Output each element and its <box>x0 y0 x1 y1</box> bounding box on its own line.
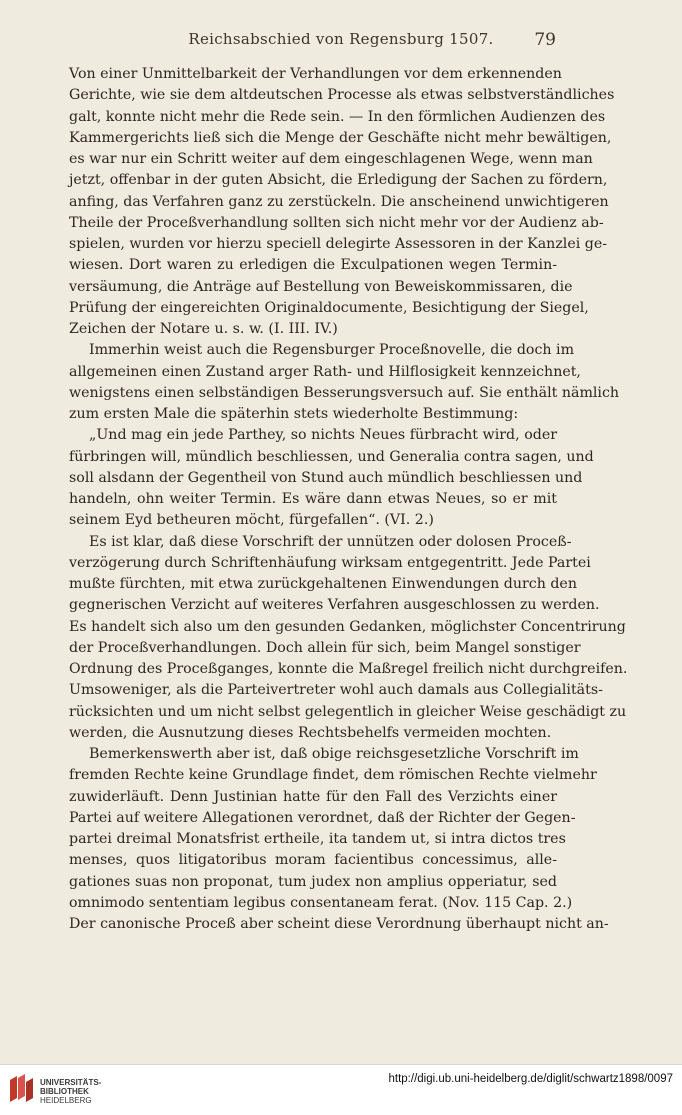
text-line: spielen, wurden vor hierzu speciell delegirte Assessoren in der Kanzlei ge- <box>69 236 608 252</box>
text-line: verzögerung durch Schriftenhäufung wirksam entgegentritt. Jede Partei <box>69 554 591 571</box>
library-name-line: HEIDELBERG <box>40 1096 92 1105</box>
text-line: „Und mag ein jede Parthey, so nichts Neues fürbracht wird, oder <box>89 427 557 444</box>
library-name-line: BIBLIOTHEK <box>40 1087 89 1096</box>
page-number: 79 <box>534 30 556 50</box>
text-line: versäumung, die Anträge auf Bestellung von Beweiskommissaren, die <box>69 278 573 295</box>
text-line: Kammergerichts ließ sich die Menge der Geschäfte nicht mehr bewältigen, <box>69 129 612 146</box>
text-line: Es handelt sich also um den gesunden Gedanken, möglichster Concentrirung <box>69 618 626 635</box>
text-line: rücksichten und um nicht selbst gelegentlich in gleicher Weise geschädigt zu <box>69 703 627 720</box>
text-line: Umsoweniger, als die Parteivertreter wohl auch damals aus Collegialitäts- <box>69 682 603 699</box>
library-name-line: UNIVERSITÄTS- <box>40 1078 102 1087</box>
text-line: wenigstens einen selbständigen Besserungsversuch auf. Sie enthält nämlich <box>69 384 620 401</box>
university-library-logo-icon <box>8 1074 34 1104</box>
text-line: zum ersten Male die späterhin stets wiederholte Bestimmung: <box>69 406 519 422</box>
text-line: Bemerkenswerth aber ist, daß obige reichsgesetzliche Vorschrift im <box>89 746 579 762</box>
text-line: fürbringen will, mündlich beschliessen, und Generalia contra sagen, und <box>69 448 594 465</box>
text-line: Partei auf weitere Allegationen verordnet, daß der Richter der Gegen- <box>69 809 576 826</box>
text-line: zuwiderläuft. Denn Justinian hatte für den Fall des Verzichts einer <box>69 788 557 805</box>
text-line: der Proceßverhandlungen. Doch allein für sich, beim Mangel sonstiger <box>69 639 581 656</box>
text-line: Gerichte, wie sie dem altdeutschen Processe als etwas selbstverständliches <box>69 87 615 104</box>
running-title: Reichsabschied von Regensburg 1507. <box>188 30 494 48</box>
text-line: gegnerischen Verzicht auf weiteres Verfahren ausgeschlossen zu werden. <box>69 597 600 614</box>
text-line: handeln, ohn weiter Termin. Es wäre dann etwas Neues, so er mit <box>69 491 557 507</box>
text-line: menses, quos litigatoribus moram facientibus concessimus, alle- <box>69 852 557 869</box>
text-line: werden, die Ausnutzung dieses Rechtsbehelfs vermeiden mochten. <box>69 724 552 741</box>
text-line: jetzt, offenbar in der guten Absicht, die Erledigung der Sachen zu fördern, <box>69 172 608 189</box>
text-line: galt, konnte nicht mehr die Rede sein. — In den förmlichen Audienzen des <box>69 108 606 125</box>
text-line: Der canonische Proceß aber scheint diese Verordnung überhaupt nicht an- <box>69 916 609 932</box>
text-line: Immerhin weist auch die Regensburger Proceßnovelle, die doch im <box>89 342 575 359</box>
text-line: mußte fürchten, mit etwa zurückgehaltenen Einwendungen durch den <box>69 576 577 592</box>
text-line: fremden Rechte keine Grundlage findet, dem römischen Rechte vielmehr <box>69 767 597 784</box>
library-name <box>40 1078 101 1105</box>
digitization-footer <box>0 1064 682 1115</box>
text-line: es war nur ein Schritt weiter auf dem eingeschlagenen Wege, wenn man <box>69 151 593 167</box>
text-line: soll alsdann der Gegentheil von Stund auch mündlich beschliessen und <box>69 469 583 486</box>
text-line: allgemeinen einen Zustand arger Rath- und Hilflosigkeit kennzeichnet, <box>69 363 581 380</box>
text-line: Von einer Unmittelbarkeit der Verhandlungen vor dem erkennenden <box>69 66 562 82</box>
text-line: omnimodo sententiam legibus consentaneam ferat. (Nov. 115 Cap. 2.) <box>69 894 573 911</box>
text-line: Theile der Proceßverhandlung sollten sich nicht mehr vor der Audienz ab- <box>69 214 604 231</box>
permalink-url[interactable]: http://digi.ub.uni-heidelberg.de/diglit/schwartz1898/0097 <box>388 1073 673 1085</box>
text-line: anfing, das Verfahren ganz zu zerstückeln. Die anscheinend unwichtigeren <box>69 193 609 210</box>
body-text <box>69 64 628 935</box>
text-line: wiesen. Dort waren zu erledigen die Exculpationen wegen Termin- <box>69 257 557 274</box>
text-line: seinem Eyd betheuren möcht, fürgefallen“. (VI. 2.) <box>69 512 434 529</box>
text-line: Prüfung der eingereichten Originaldocumente, Besichtigung der Siegel, <box>69 299 589 316</box>
text-line: Es ist klar, daß diese Vorschrift der unnützen oder dolosen Proceß- <box>89 533 572 550</box>
text-line: partei dreimal Monatsfrist ertheile, ita tandem ut, si intra dictos tres <box>69 831 566 847</box>
text-line: Ordnung des Proceßganges, konnte die Maßregel freilich nicht durchgreifen. <box>69 661 628 677</box>
text-line: gationes suas non proponat, tum judex non amplius opperiatur, sed <box>69 873 557 890</box>
text-line: Zeichen der Notare u. s. w. (I. III. IV.) <box>69 321 338 337</box>
running-head <box>0 30 682 52</box>
